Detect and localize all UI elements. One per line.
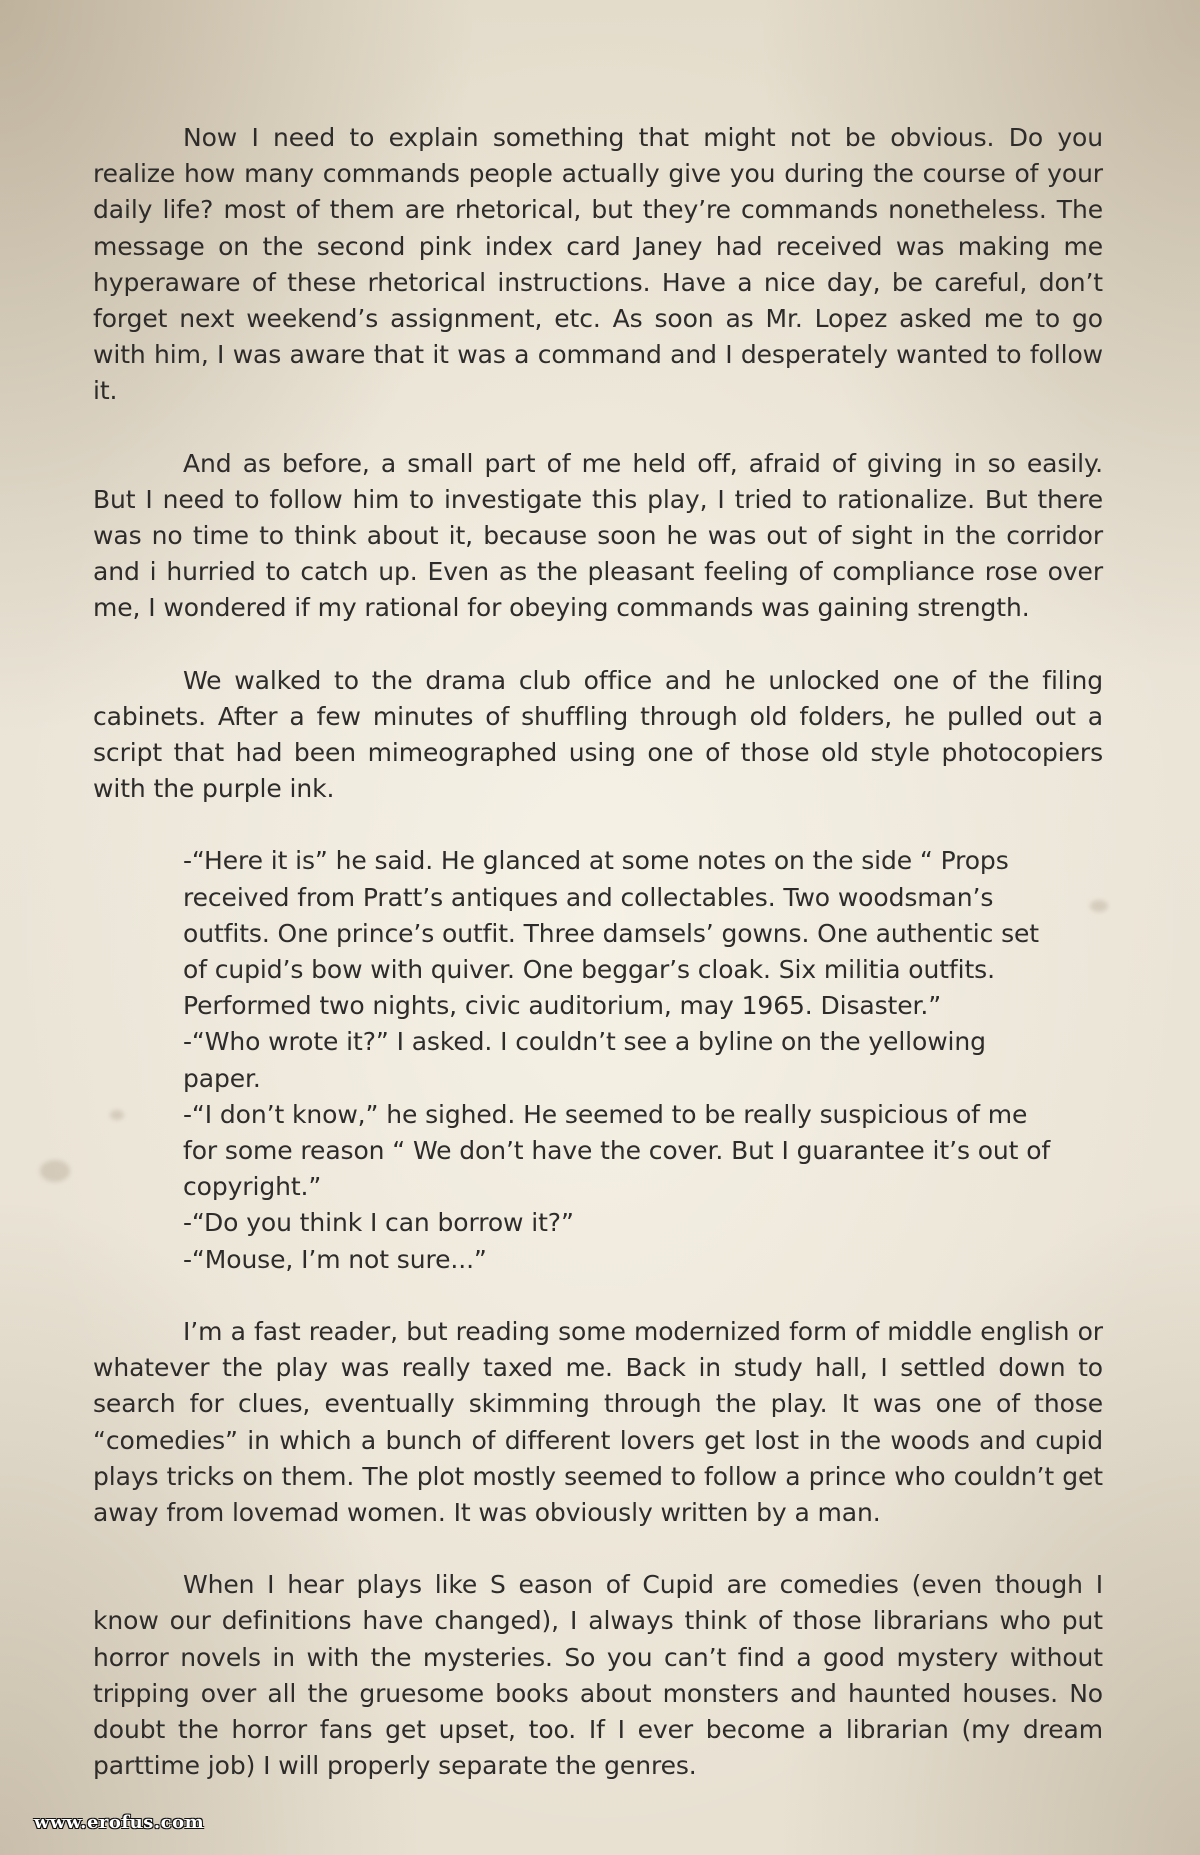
dialogue-line: -“Do you think I can borrow it?” (183, 1208, 574, 1238)
dialogue-line: -“Who wrote it?” I asked. I couldn’t see a byline on the yellowing paper. (183, 1027, 986, 1093)
paragraph: Now I need to explain something that might not be obvious. Do you realize how many commands people actually give you during the course of your daily life? most of them are rhetorical, but they’re commands nonetheless. The message on the second pink index card Janey had received was making me hyperaware of these rhetorical instructions. Have a nice day, be careful, don’t forget next weekend’s assignment, etc. As soon as Mr. Lopez asked me to go with him, I was aware that it was a command and I desperately wanted to follow it. (93, 123, 1103, 406)
paper-stain (40, 1160, 70, 1182)
dialogue-line: -“I don’t know,” he sighed. He seemed to be really suspicious of me for some reason “ We don’t have the cover. But I guarantee it’s out of copyright.” (183, 1099, 1051, 1202)
dialogue-line: -“Mouse, I’m not sure...” (183, 1244, 487, 1274)
paragraph: When I hear plays like S eason of Cupid are comedies (even though I know our definitions have changed), I always think of those librarians who put horror novels in with the mysteries. So you can’t find a good mystery without tripping over all the gruesome books about monsters and haunted houses. No doubt the horror fans get upset, too. If I ever become a librarian (my dream parttime job) I will properly separate the genres. (93, 1570, 1103, 1781)
dialogue-block (183, 843, 1063, 1277)
site-watermark: www.erofus.com (34, 1812, 205, 1833)
paragraph: I’m a fast reader, but reading some modernized form of middle english or whatever the play was really taxed me. Back in study hall, I settled down to search for clues, eventually skimming through the play. It was one of those “comedies” in which a bunch of different lovers get lost in the woods and cupid plays tricks on them. The plot mostly seemed to follow a prince who couldn’t get away from lovemad women. It was obviously written by a man. (93, 1316, 1103, 1527)
paragraph: We walked to the drama club office and he unlocked one of the filing cabinets. After a few minutes of shuffling through old folders, he pulled out a script that had been mimeographed using one of those old style photocopiers with the purple ink. (93, 665, 1103, 804)
document-page (93, 120, 1103, 1820)
paragraph: And as before, a small part of me held off, afraid of giving in so easily. But I need to follow him to investigate this play, I tried to rationalize. But there was no time to think about it, because soon he was out of sight in the corridor and i hurried to catch up. Even as the pleasant feeling of compliance rose over me, I wondered if my rational for obeying commands was gaining strength. (93, 448, 1103, 623)
dialogue-line: -“Here it is” he said. He glanced at some notes on the side “ Props received from Pratt’s antiques and collectables. Two woodsman’s outfits. One prince’s outfit. Three damsels’ gowns. One authentic set of cupid’s bow with quiver. One beggar’s cloak. Six militia outfits. Performed two nights, civic auditorium, may 1965. Disaster.” (183, 846, 1040, 1021)
